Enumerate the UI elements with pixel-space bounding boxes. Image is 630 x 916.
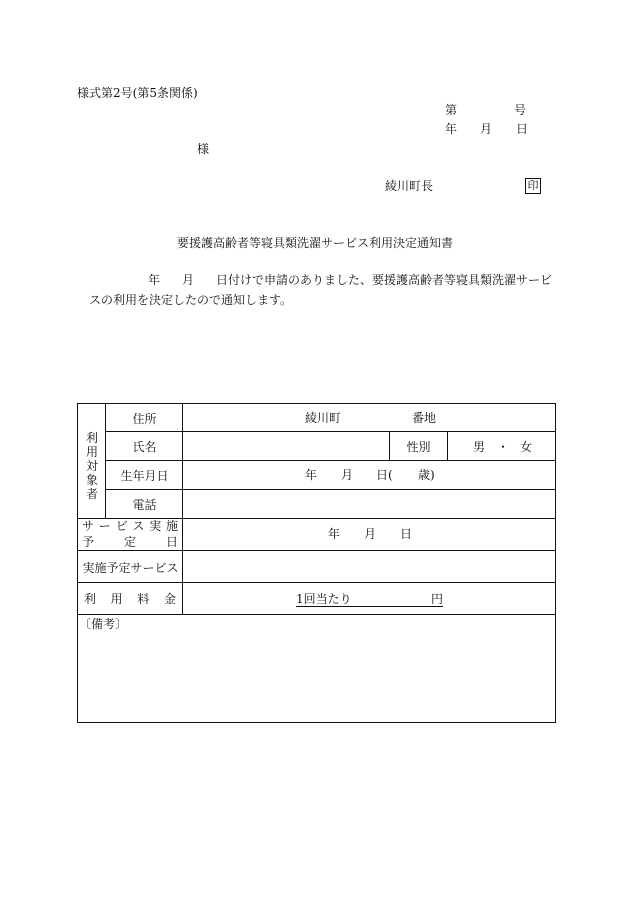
address-banchi: 番地 [412,411,437,425]
service-date-year: 年 [328,527,341,541]
seal-stamp: 印 [525,178,541,194]
phone-label: 電話 [132,498,157,512]
document-title: 要援護高齢者等寝具類洗濯サービス利用決定通知書 [177,236,454,250]
fee-label: 利 用 料 金 [84,592,176,606]
fee-unit: 円 [430,592,443,606]
service-date-label-line2: 予 定 日 [82,535,178,549]
remarks-label: 〔備考〕 [79,617,128,631]
form-number: 様式第2号(第5条関係) [77,86,198,100]
service-date-label-line1: サ ー ビ ス 実 施 [82,519,178,533]
address-town: 綾川町 [305,411,342,425]
fee-per-label: 1回当たり [296,592,352,606]
service-date-month: 月 [364,527,377,541]
gender-separator: ・ [497,440,510,454]
dob-month: 月 [341,468,354,482]
number-label-suffix: 号 [514,103,527,117]
dob-day: 日( [376,468,393,482]
date-day: 日 [516,122,529,136]
body-year: 年 [148,273,161,287]
dob-age: 歳) [418,468,435,482]
gender-male: 男 [473,440,486,454]
addressee-suffix: 様 [197,142,210,156]
name-label: 氏名 [132,440,157,454]
body-line-2: スの利用を決定したので通知します。 [89,293,293,307]
gender-female: 女 [520,440,533,454]
issuer-name: 綾川町長 [385,179,434,193]
dob-label: 生年月日 [120,469,169,483]
address-label: 住所 [132,411,157,426]
number-label-prefix: 第 [445,103,458,117]
planned-service-label: 実施予定サービス [82,560,179,575]
service-date-day: 日 [400,527,413,541]
fee-amount-line [296,593,443,607]
body-month: 月 [182,273,195,287]
date-month: 月 [480,122,493,136]
date-year: 年 [445,122,458,136]
dob-year: 年 [305,468,318,482]
gender-label: 性別 [406,440,431,454]
target-person-label: 利 用 対 象 者 [85,431,98,501]
body-line-1: 日付けで申請のありました、要援護高齢者等寝具類洗濯サービ [216,273,553,287]
